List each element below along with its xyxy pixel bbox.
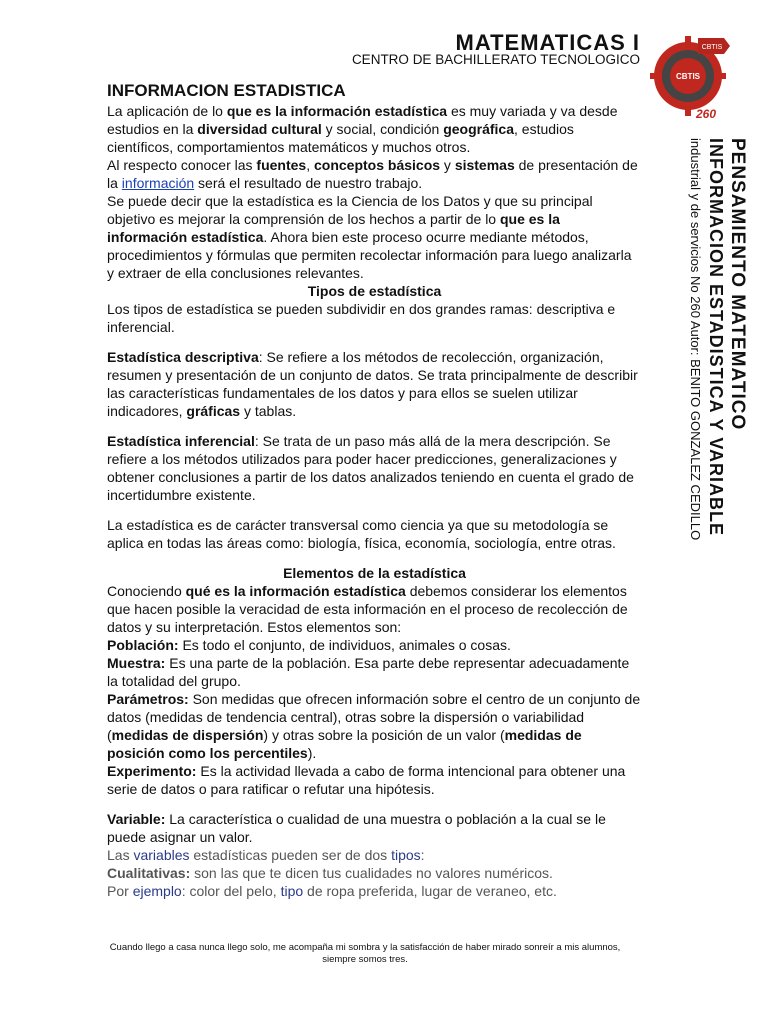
footer-quote: Cuando llego a casa nunca llego solo, me acompaña mi sombra y la satisfacción de haber mirado sonreír a mis alumnos, siempre somos tres.	[109, 942, 621, 965]
item-muestra: Muestra: Es una parte de la población. Esa parte debe representar adecuadamente la totalidad del grupo.	[107, 655, 630, 689]
item-experimento: Experimento: Es la actividad llevada a cabo de forma intencional para obtener una serie de datos o para ratificar o refutar una hipótesis.	[107, 763, 626, 797]
informacion-link[interactable]: información	[121, 175, 195, 191]
sidebar-topic: INFORMACION ESTADISTICA Y VARIABLE	[706, 138, 726, 537]
svg-text:CBTIS: CBTIS	[676, 72, 700, 81]
sidebar-author: industrial y de servicios No 260 Autor: BENITO GONZALEZ CEDILLO	[688, 138, 703, 541]
paragraph-elementos: Conociendo qué es la información estadística debemos considerar los elementos que hacen posible la veracidad de esta información en el proceso de recolección de datos y su interpretación. Estos elementos son:	[107, 583, 628, 635]
item-variable: Variable: La característica o cualidad de una muestra o población a la cual se le puede asignar un valor.	[107, 811, 606, 845]
sidebar-title: PENSAMIENTO MATEMATICO	[727, 138, 748, 431]
svg-text:CBTIS: CBTIS	[701, 44, 723, 51]
item-parametros: Parámetros: Son medidas que ofrecen información sobre el centro de un conjunto de datos (medidas de tendencia central), otras sobre la dispersión o variabilidad (medidas de dispersión) y otras sobre la posición de un valor (medidas de posición como los percentiles).	[107, 691, 641, 761]
paragraph-intro: La aplicación de lo que es la información estadística es muy variada y va desde estudios en la diversidad cultural y social, condición geográfica, estudios científicos, comportamientos matemáticos y muchos otros.	[107, 103, 618, 155]
variables-tipos-line: Las variables estadísticas pueden ser de dos tipos:	[107, 847, 425, 863]
document-title: MATEMATICAS I	[455, 30, 640, 55]
elementos-heading: Elementos de la estadística	[283, 565, 466, 581]
paragraph-transversal: La estadística es de carácter transversal como ciencia ya que su metodología se aplica en todas las áreas como: biología, física, economía, sociología, entre otras.	[107, 517, 616, 551]
section-heading: INFORMACION ESTADISTICA	[107, 81, 346, 100]
school-logo	[648, 30, 732, 122]
paragraph-inferencial: Estadística inferencial: Se trata de un paso más allá de la mera descripción. Se refiere a los métodos utilizados para poder hacer predicciones, generalizaciones y obtener conclusiones a partir de los datos analizados teniendo en cuenta el grado de incertidumbre existente.	[107, 433, 634, 503]
document-body	[107, 82, 642, 900]
tipos-heading: Tipos de estadística	[307, 283, 442, 299]
document-subtitle: CENTRO DE BACHILLERATO TECNOLOGICO	[351, 52, 640, 67]
paragraph-sources: Al respecto conocer las fuentes, conceptos básicos y sistemas de presentación de la información será el resultado de nuestro trabajo.	[107, 157, 638, 191]
item-poblacion: Población: Es todo el conjunto, de individuos, animales o cosas.	[107, 637, 511, 653]
paragraph-tipos: Los tipos de estadística se pueden subdividir en dos grandes ramas: descriptiva e inferencial.	[107, 301, 616, 335]
svg-text:260: 260	[695, 107, 717, 121]
ejemplo-line: Por ejemplo: color del pelo, tipo de ropa preferida, lugar de veraneo, etc.	[107, 883, 557, 899]
cualitativas-line: Cualitativas: son las que te dicen tus cualidades no valores numéricos.	[107, 865, 553, 881]
paragraph-descriptiva: Estadística descriptiva: Se refiere a los métodos de recolección, organización, resumen y presentación de un conjunto de datos. Se trata principalmente de describir las características fundamentales de los datos y para ellos se suelen utilizar indicadores, gráficas y tablas.	[107, 349, 638, 419]
paragraph-definition: Se puede decir que la estadística es la Ciencia de los Datos y que su principal objetivo es mejorar la comprensión de los hechos a partir de lo que es la información estadística. Ahora bien este proceso ocurre mediante métodos, procedimientos y fórmulas que permiten recolectar información para luego analizarla y extraer de ella conclusiones relevantes.	[107, 193, 632, 281]
